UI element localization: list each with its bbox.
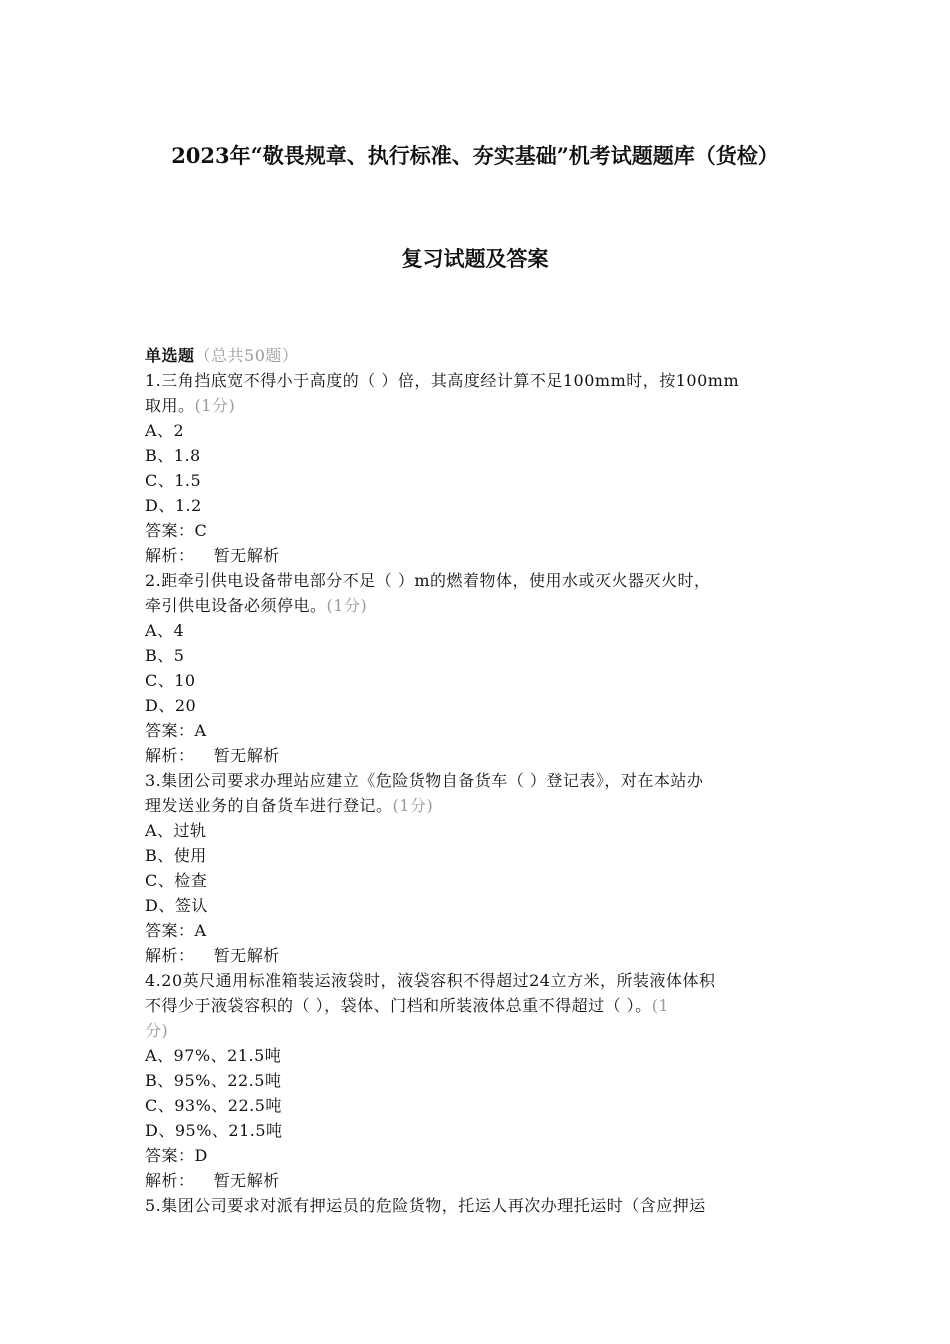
question-1 <box>145 368 810 568</box>
option-a: A、2 <box>145 421 185 440</box>
section-label: 单选题 <box>145 346 195 365</box>
option-c: C、93%、22.5吨 <box>145 1096 282 1115</box>
option-a: A、4 <box>145 621 185 640</box>
option-a: A、97%、21.5吨 <box>145 1046 282 1065</box>
option-d: D、95%、21.5吨 <box>145 1121 283 1140</box>
question-score: (1分) <box>194 396 236 415</box>
question-stem-line: 不得少于液袋容积的（ ），袋体、门档和所装液体总重不得超过（ ）。(1 <box>145 996 670 1015</box>
analysis: 解析： 暂无解析 <box>145 746 280 765</box>
analysis: 解析： 暂无解析 <box>145 546 280 565</box>
question-stem-line: 1.三角挡底宽不得小于高度的（ ）倍，其高度经计算不足100mm时，按100mm <box>145 371 740 390</box>
section-count-note: （总共50题） <box>194 346 299 365</box>
document-subtitle: 复习试题及答案 <box>401 246 549 271</box>
answer: 答案：A <box>145 921 207 940</box>
answer: 答案：A <box>145 721 207 740</box>
option-d: D、1.2 <box>145 496 202 515</box>
question-stem-line: 牵引供电设备必须停电。(1分) <box>145 596 368 615</box>
question-list <box>145 343 810 1218</box>
option-b: B、1.8 <box>145 446 201 465</box>
question-4 <box>145 968 810 1193</box>
question-score: (1分) <box>392 796 434 815</box>
answer: 答案：C <box>145 521 208 540</box>
analysis: 解析： 暂无解析 <box>145 946 280 965</box>
question-score: (1 <box>651 996 670 1015</box>
option-c: C、10 <box>145 671 196 690</box>
question-stem-line: 取用。(1分) <box>145 396 236 415</box>
question-stem-line: 理发送业务的自备货车进行登记。(1分) <box>145 796 434 815</box>
option-b: B、使用 <box>145 846 207 865</box>
question-2 <box>145 568 810 768</box>
question-stem-line: 3.集团公司要求办理站应建立《危险货物自备货车（ ）登记表》，对在本站办 <box>145 771 704 790</box>
option-d: D、20 <box>145 696 197 715</box>
analysis: 解析： 暂无解析 <box>145 1171 280 1190</box>
option-c: C、检查 <box>145 871 208 890</box>
option-a: A、过轨 <box>145 821 207 840</box>
option-b: B、95%、22.5吨 <box>145 1071 282 1090</box>
option-b: B、5 <box>145 646 185 665</box>
answer: 答案：D <box>145 1146 208 1165</box>
question-stem-line: 5.集团公司要求对派有押运员的危险货物，托运人再次办理托运时（含应押运 <box>145 1196 706 1215</box>
option-c: C、1.5 <box>145 471 202 490</box>
question-score-continued: 分) <box>145 1021 169 1040</box>
question-stem-line: 4.20英尺通用标准箱装运液袋时，液袋容积不得超过24立方米，所装液体体积 <box>145 971 716 990</box>
question-stem-line: 2.距牵引供电设备带电部分不足（ ）m的燃着物体，使用水或灭火器灭火时， <box>145 571 711 590</box>
document-title: 2023年“敬畏规章、执行标准、夯实基础”机考试题题库（货检） <box>171 143 779 168</box>
question-score: (1分) <box>326 596 368 615</box>
section-heading <box>145 343 810 368</box>
question-3 <box>145 768 810 968</box>
option-d: D、签认 <box>145 896 208 915</box>
question-5 <box>145 1193 810 1218</box>
